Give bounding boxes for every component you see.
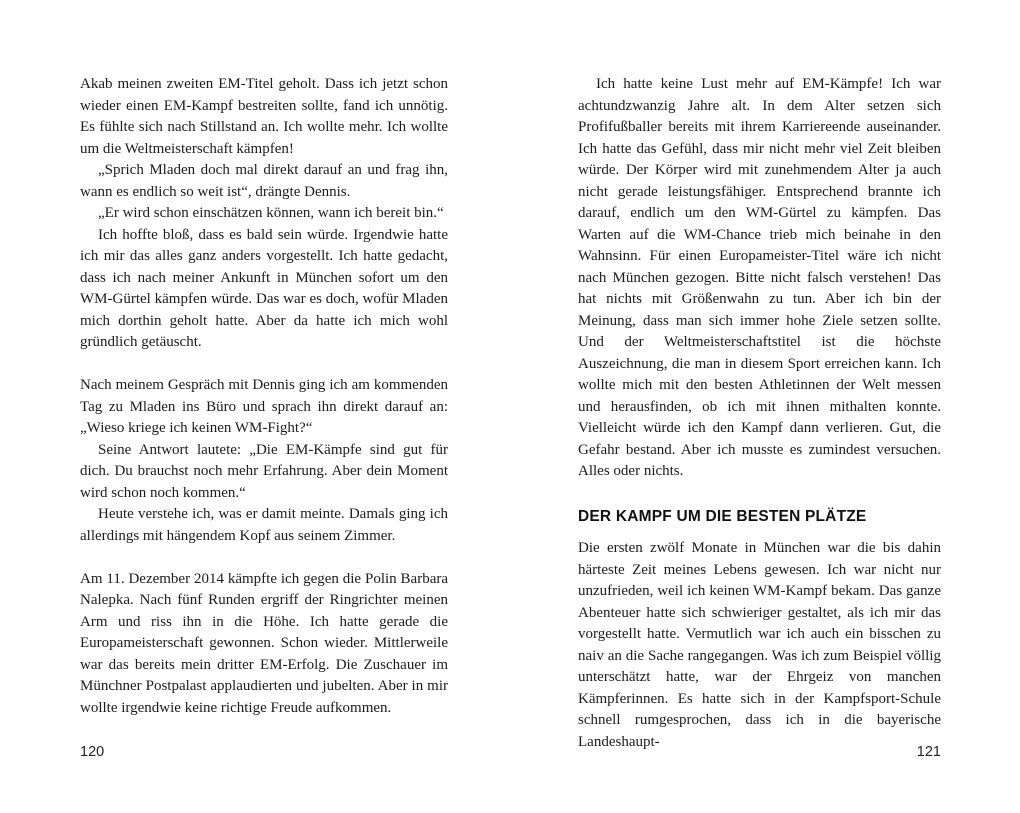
page-right-text	[578, 74, 941, 753]
paragraph-dialogue: „Er wird schon einschätzen können, wann ich bereit bin.“	[98, 205, 444, 221]
page-left	[80, 0, 448, 813]
paragraph-section-start: Am 11. Dezember 2014 kämpfte ich gegen die Polin Barbara Nalepka. Nach fünf Runden ergriff der Ringrichter meinen Arm und riss ihn in die Höhe. Ich hatte gerade die Europameisterschaft gewonnen. Schon wieder. Mittlerweile war das bereits mein dritter EM-Erfolg. Die Zuschauer im Münchner Postpalast applaudierten und jubelten. Aber in mir wollte irgendwie keine richtige Freude aufkommen.	[80, 570, 448, 716]
page-number-right: 121	[916, 744, 941, 760]
paragraph-section-start: Die ersten zwölf Monate in München war die bis dahin härteste Zeit meines Lebens gewesen. Ich war nicht nur unzufrieden, weil ich keinen WM-Kampf bekam. Das ganze Abenteuer hatte sich schwieriger gestaltet, als ich mir das vorgestellt hatte. Vermutlich war ich auch ein bisschen zu naiv an die Sache rangegangen. Was ich zum Beispiel völlig unterschätzt hatte, war der Ehrgeiz von manchen Kämpferinnen. Es hatte sich in der Kampfsport-Schule schnell rumgesprochen, dass ich in die bayerische Landeshaupt-	[578, 540, 941, 750]
paragraph: Heute verstehe ich, was er damit meinte. Damals ging ich allerdings mit hängendem Kopf aus seinem Zimmer.	[80, 506, 448, 544]
section-heading: DER KAMPF UM DIE BESTEN PLÄTZE	[578, 507, 867, 525]
paragraph: Ich hatte keine Lust mehr auf EM-Kämpfe! Ich war achtundzwanzig Jahre alt. In dem Alter setzen sich Profifußballer bereits mit ihrem Karriereende auseinander. Ich hatte das Gefühl, dass mir nicht mehr viel Zeit bleiben würde. Der Körper wird mit zunehmendem Alter ja auch nicht gerade leistungsfähiger. Entsprechend brannte ich darauf, endlich um den WM-Gürtel zu kämpfen. Das Warten auf die WM-Chance trieb mich beinahe in den Wahnsinn. Für einen Europameister-Titel wäre ich nicht nach München gezogen. Bitte nicht falsch verstehen! Das hat nichts mit Größenwahn zu tun. Aber ich bin der Meinung, dass man sich immer hohe Ziele setzen sollte. Und der Weltmeisterschaftstitel ist die höchste Auszeichnung, die man in diesem Sport erreichen kann. Ich wollte mich mit den besten Athletinnen der Welt messen und herausfinden, ob ich mit ihnen mithalten konnte. Vielleicht würde ich den Kampf dann verlieren. Gut, die Gefahr bestand. Aber ich musste es zumindest versuchen. Alles oder nichts.	[578, 76, 941, 479]
paragraph: Ich hoffte bloß, dass es bald sein würde. Irgendwie hatte ich mir das alles ganz anders vorgestellt. Ich hatte gedacht, dass ich nach meiner Ankunft in München sofort um den WM-Gürtel kämpfen würde. Das war es doch, wofür Mladen mich dorthin geholt hatte. Aber da hatte ich mich wohl gründlich getäuscht.	[80, 226, 448, 350]
paragraph-continuation: Akab meinen zweiten EM-Titel geholt. Dass ich jetzt schon wieder einen EM-Kampf bestreiten sollte, fand ich unnötig. Es fühlte sich nach Stillstand an. Ich wollte mehr. Ich wollte um die Weltmeisterschaft kämpfen!	[80, 76, 448, 157]
page-right	[578, 0, 941, 813]
paragraph: Seine Antwort lautete: „Die EM-Kämpfe sind gut für dich. Du brauchst noch mehr Erfahrung. Aber dein Moment wird schon noch kommen.“	[80, 441, 448, 501]
page-number-left: 120	[80, 744, 105, 760]
paragraph-dialogue: „Sprich Mladen doch mal direkt darauf an und frag ihn, wann es endlich so weit ist“, drängte Dennis.	[80, 162, 448, 200]
paragraph-section-start: Nach meinem Gespräch mit Dennis ging ich am kommenden Tag zu Mladen ins Büro und sprach ihn direkt darauf an: „Wieso kriege ich keinen WM-Fight?“	[80, 377, 448, 436]
page-left-text	[80, 74, 448, 719]
